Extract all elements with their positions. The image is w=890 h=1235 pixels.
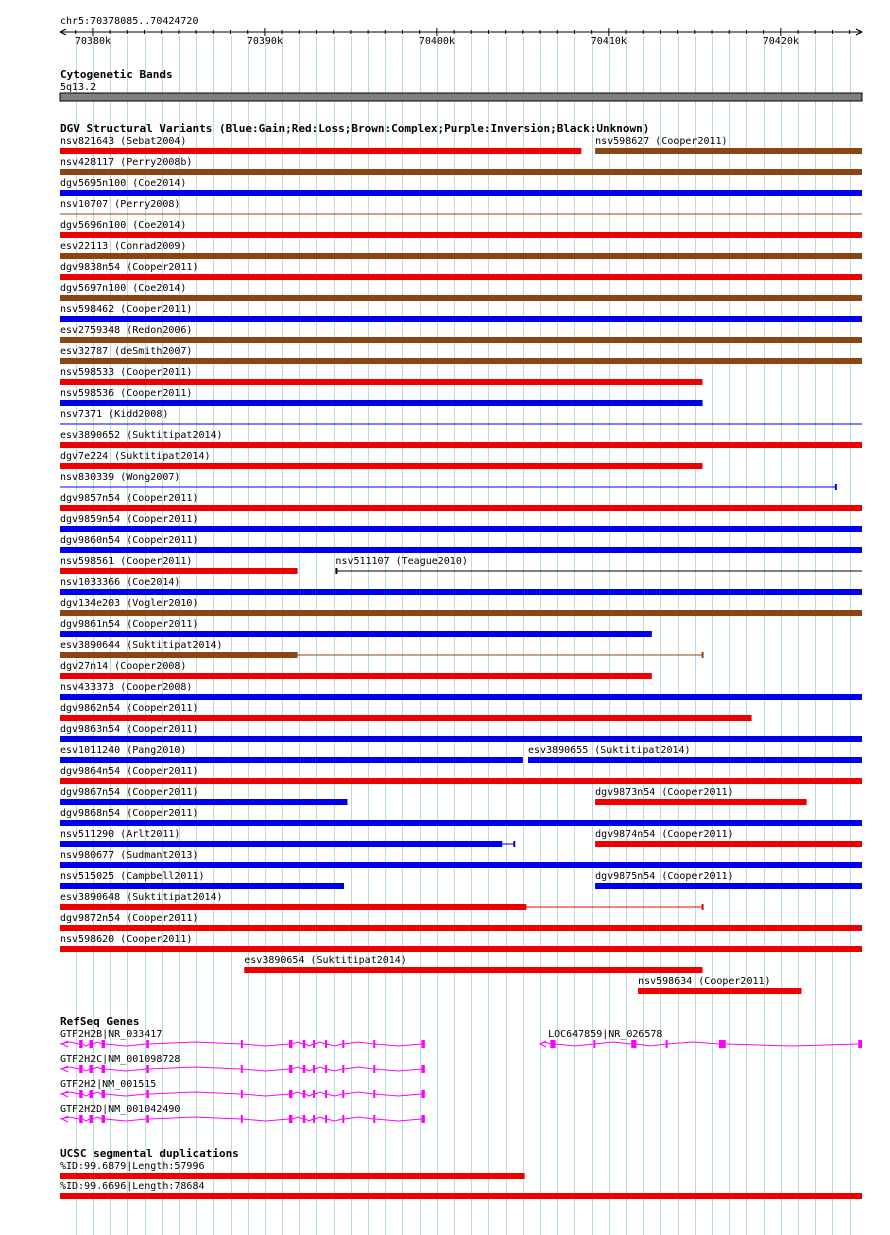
dgv-feature-bar[interactable] [60,253,862,259]
dgv-feature-label: esv32787 (deSmith2007) [60,346,193,357]
dgv-feature[interactable] [60,934,862,952]
dgv-feature[interactable] [60,430,862,448]
refseq-exon[interactable] [289,1065,292,1073]
refseq-exon[interactable] [79,1115,82,1123]
ruler-tick-label: 70390k [246,36,283,47]
dgv-feature-label: dgv9872n54 (Cooper2011) [60,913,199,924]
dgv-feature-bar[interactable] [60,232,862,238]
segdup-feature[interactable] [60,1181,862,1199]
dgv-feature-endcap [513,841,515,847]
dgv-feature-bar[interactable] [60,316,862,322]
dgv-feature-label: nsv598620 (Cooper2011) [60,934,193,945]
dgv-feature-label: dgv9875n54 (Cooper2011) [595,871,734,882]
dgv-feature[interactable] [60,157,862,175]
ruler-tick-label: 70410k [590,36,627,47]
refseq-exon[interactable] [373,1040,375,1048]
dgv-feature[interactable] [60,787,347,805]
refseq-exon[interactable] [79,1065,82,1073]
dgv-feature[interactable] [60,451,703,469]
segdup-features[interactable] [60,1161,862,1199]
dgv-feature[interactable] [60,220,862,238]
dgv-feature-label: dgv134e203 (Vogler2010) [60,598,199,609]
refseq-exon[interactable] [89,1040,92,1048]
refseq-exon[interactable] [421,1065,424,1073]
dgv-feature[interactable] [60,346,862,364]
dgv-feature[interactable] [60,304,862,322]
dgv-feature[interactable] [60,388,703,406]
refseq-exon[interactable] [313,1090,315,1098]
refseq-exon[interactable] [102,1115,105,1123]
refseq-exon[interactable] [550,1040,555,1048]
refseq-exon[interactable] [421,1115,424,1123]
segmental-duplications-track[interactable] [60,1147,862,1199]
dgv-feature-bar[interactable] [60,610,862,616]
dgv-feature[interactable] [335,556,862,574]
refseq-exon[interactable] [325,1040,327,1048]
dgv-feature[interactable] [60,556,298,574]
dgv-feature[interactable] [60,325,862,343]
dgv-feature-endcap [702,904,704,910]
refseq-strand-arrow [62,1116,68,1122]
ruler-tick-label: 70380k [74,36,111,47]
dgv-structural-variants-track[interactable] [60,122,862,994]
refseq-exon[interactable] [79,1040,82,1048]
segdup-bar[interactable] [60,1173,525,1179]
ruler-tick-label: 70420k [762,36,799,47]
dgv-feature-label: esv3890655 (Suktitipat2014) [528,745,691,756]
refseq-exon[interactable] [146,1065,149,1073]
dgv-feature[interactable] [638,976,801,994]
dgv-feature-bar[interactable] [60,946,862,952]
dgv-feature-label: esv3890644 (Suktitipat2014) [60,640,223,651]
refseq-intron-line [540,1042,862,1046]
refseq-exon[interactable] [313,1040,315,1048]
cytoband-label: 5q13.2 [60,82,97,93]
dgv-feature-label: dgv27n14 (Cooper2008) [60,661,187,672]
dgv-feature-label: nsv821643 (Sebat2004) [60,136,187,147]
dgv-feature-bar[interactable] [60,190,862,196]
dgv-feature-block[interactable] [60,841,502,847]
refseq-strand-arrow [62,1066,68,1072]
dgv-feature-bar[interactable] [60,757,523,763]
dgv-feature-bar[interactable] [638,988,801,994]
dgv-features[interactable] [60,136,862,994]
refseq-exon[interactable] [631,1040,636,1048]
segdup-bar[interactable] [60,1193,862,1199]
dgv-feature-label: dgv9874n54 (Cooper2011) [595,829,734,840]
segdup-label: %ID:99.6696|Length:78684 [60,1181,205,1192]
refseq-exon[interactable] [303,1040,306,1048]
dgv-feature-label: dgv5697n100 (Coe2014) [60,283,187,294]
dgv-feature[interactable] [60,619,652,637]
ruler-ticks [75,28,850,47]
dgv-feature-label: nsv598533 (Cooper2011) [60,367,193,378]
dgv-feature[interactable] [60,661,652,679]
refseq-track-title: RefSeq Genes [60,1015,140,1028]
dgv-feature-bar[interactable] [60,820,862,826]
dgv-feature-bar[interactable] [60,505,862,511]
refseq-gene[interactable] [60,1104,425,1123]
refseq-gene[interactable] [60,1054,425,1073]
dgv-feature-bar[interactable] [595,883,862,889]
dgv-feature-bar[interactable] [60,169,862,175]
dgv-feature-bar[interactable] [60,379,703,385]
refseq-exon[interactable] [102,1065,105,1073]
dgv-feature[interactable] [60,808,862,826]
dgv-feature-bar[interactable] [595,148,862,154]
refseq-exon[interactable] [241,1040,243,1048]
refseq-gene[interactable] [60,1029,425,1048]
dgv-feature-bar[interactable] [60,715,752,721]
refseq-exon[interactable] [373,1065,375,1073]
dgv-feature[interactable] [60,367,703,385]
dgv-feature-label: dgv5695n100 (Coe2014) [60,178,187,189]
refseq-exon[interactable] [719,1040,726,1048]
dgv-feature-label: esv22113 (Conrad2009) [60,241,187,252]
dgv-feature[interactable] [60,241,862,259]
dgv-feature[interactable] [60,178,862,196]
refseq-exon[interactable] [303,1090,306,1098]
segdup-label: %ID:99.6879|Length:57996 [60,1161,205,1172]
dgv-feature-bar[interactable] [60,274,862,280]
dgv-feature-label: dgv9868n54 (Cooper2011) [60,808,199,819]
dgv-feature-bar[interactable] [60,400,703,406]
refseq-exon[interactable] [102,1090,105,1098]
refseq-exon[interactable] [666,1040,668,1048]
dgv-feature-label: dgv9862n54 (Cooper2011) [60,703,199,714]
refseq-gene-label: LOC647859|NR_026578 [548,1029,663,1040]
dgv-feature-bar[interactable] [60,442,862,448]
dgv-feature-label: dgv9838n54 (Cooper2011) [60,262,199,273]
dgv-feature-label: dgv9857n54 (Cooper2011) [60,493,199,504]
refseq-exon[interactable] [593,1040,595,1048]
dgv-feature[interactable] [60,682,862,700]
refseq-exon[interactable] [303,1115,306,1123]
dgv-feature-label: nsv598634 (Cooper2011) [638,976,771,987]
refseq-strand-arrow [62,1091,68,1097]
dgv-feature[interactable] [244,955,702,973]
dgv-feature-label: dgv5696n100 (Coe2014) [60,220,187,231]
dgv-feature[interactable] [60,493,862,511]
dgv-feature-label: nsv830339 (Wong2007) [60,472,181,483]
dgv-feature-bar[interactable] [528,757,862,763]
refseq-exon[interactable] [89,1115,92,1123]
refseq-gene[interactable] [60,1079,425,1098]
refseq-exon[interactable] [421,1040,424,1048]
refseq-exon[interactable] [421,1090,424,1098]
ruler-tick-label: 70400k [418,36,455,47]
dgv-feature-label: nsv598561 (Cooper2011) [60,556,193,567]
dgv-feature-label: dgv9859n54 (Cooper2011) [60,514,199,525]
dgv-track-title: DGV Structural Variants (Blue:Gain;Red:Loss;Brown:Complex;Purple:Inversion;Black:Unknown) [60,122,650,135]
refseq-exon[interactable] [146,1115,149,1123]
dgv-feature-bar[interactable] [60,631,652,637]
dgv-feature-bar[interactable] [60,862,862,868]
dgv-feature-bar[interactable] [60,589,862,595]
dgv-feature-bar[interactable] [60,358,862,364]
refseq-exon[interactable] [146,1090,149,1098]
dgv-feature[interactable] [60,850,862,868]
refseq-exon[interactable] [289,1115,292,1123]
dgv-feature[interactable] [60,724,862,742]
dgv-feature-label: nsv511290 (Arlt2011) [60,829,181,840]
dgv-feature-bar[interactable] [60,295,862,301]
ruler-position-label: chr5:70378085..70424720 [60,16,199,27]
dgv-feature[interactable] [60,913,862,931]
dgv-feature[interactable] [60,136,581,154]
dgv-feature-label: dgv9867n54 (Cooper2011) [60,787,199,798]
refseq-gene-label: GTF2H2C|NM_001098728 [60,1054,181,1065]
dgv-feature[interactable] [60,598,862,616]
dgv-feature-startcap [335,568,337,574]
refseq-exon[interactable] [303,1065,306,1073]
refseq-exon[interactable] [89,1090,92,1098]
dgv-feature-bar[interactable] [60,778,862,784]
dgv-feature-label: esv2759348 (Redon2006) [60,325,193,336]
dgv-feature-bar[interactable] [60,673,652,679]
dgv-feature-bar[interactable] [60,568,298,574]
refseq-exon[interactable] [289,1090,292,1098]
dgv-feature[interactable] [595,871,862,889]
dgv-feature[interactable] [60,871,344,889]
refseq-exon[interactable] [89,1065,92,1073]
dgv-feature-label: nsv598536 (Cooper2011) [60,388,193,399]
dgv-feature[interactable] [595,829,862,847]
refseq-exon[interactable] [313,1115,315,1123]
dgv-feature-bar[interactable] [595,799,807,805]
refseq-strand-arrow [62,1041,68,1047]
dgv-feature-bar[interactable] [60,337,862,343]
refseq-exon[interactable] [373,1090,375,1098]
cytoband-track-title: Cytogenetic Bands [60,68,173,81]
dgv-feature[interactable] [60,703,752,721]
refseq-exon[interactable] [79,1090,82,1098]
refseq-exon[interactable] [858,1040,862,1048]
refseq-exon[interactable] [146,1040,149,1048]
dgv-feature-block[interactable] [60,904,526,910]
dgv-feature-block[interactable] [60,652,298,658]
dgv-feature-bar[interactable] [244,967,702,973]
refseq-exon[interactable] [289,1040,292,1048]
position-ruler[interactable] [60,16,862,47]
refseq-exon[interactable] [241,1090,243,1098]
dgv-feature-label: nsv428117 (Perry2008b) [60,157,193,168]
dgv-feature[interactable] [60,283,862,301]
dgv-feature-label: nsv10707 (Perry2008) [60,199,181,210]
dgv-feature-bar[interactable] [60,925,862,931]
refseq-exon[interactable] [342,1090,344,1098]
refseq-gene[interactable] [540,1029,862,1048]
refseq-exon[interactable] [342,1040,344,1048]
dgv-feature-label: dgv9864n54 (Cooper2011) [60,766,199,777]
dgv-feature[interactable] [60,535,862,553]
dgv-feature-label: nsv7371 (Kidd2008) [60,409,169,420]
dgv-feature[interactable] [60,745,523,763]
dgv-feature[interactable] [60,409,862,424]
dgv-feature-label: dgv9860n54 (Cooper2011) [60,535,199,546]
dgv-feature[interactable] [60,472,837,490]
refseq-exon[interactable] [342,1065,344,1073]
dgv-feature-label: nsv980677 (Sudmant2013) [60,850,199,861]
dgv-feature[interactable] [60,892,704,910]
dgv-feature-label: nsv511107 (Teague2010) [335,556,468,567]
dgv-feature-bar[interactable] [60,547,862,553]
dgv-feature-label: dgv9873n54 (Cooper2011) [595,787,734,798]
dgv-feature-label: esv3890652 (Suktitipat2014) [60,430,223,441]
cytogenetic-bands-track[interactable] [60,68,862,101]
dgv-feature-bar[interactable] [60,463,703,469]
dgv-feature-label: dgv9863n54 (Cooper2011) [60,724,199,735]
dgv-feature[interactable] [60,829,515,847]
dgv-feature[interactable] [60,766,862,784]
dgv-feature[interactable] [595,136,862,154]
dgv-feature[interactable] [60,577,862,595]
dgv-feature-bar[interactable] [60,799,347,805]
dgv-feature-bar[interactable] [595,841,862,847]
dgv-feature-label: esv1011240 (Pang2010) [60,745,187,756]
refseq-exon[interactable] [102,1040,105,1048]
refseq-gene-label: GTF2H2D|NM_001042490 [60,1104,181,1115]
dgv-feature[interactable] [595,787,807,805]
dgv-feature-label: nsv515025 (Campbell2011) [60,871,205,882]
dgv-feature-label: dgv9861n54 (Cooper2011) [60,619,199,630]
dgv-feature-label: nsv1033366 (Coe2014) [60,577,181,588]
cytoband-bar[interactable] [60,93,862,101]
refseq-features[interactable] [60,1029,862,1123]
refseq-exon[interactable] [241,1065,243,1073]
refseq-exon[interactable] [373,1115,375,1123]
dgv-feature-label: esv3890648 (Suktitipat2014) [60,892,223,903]
dgv-feature-bar[interactable] [60,148,581,154]
refseq-exon[interactable] [342,1115,344,1123]
refseq-gene-label: GTF2H2|NM_001515 [60,1079,157,1090]
refseq-exon[interactable] [325,1115,327,1123]
refseq-gene-label: GTF2H2B|NR_033417 [60,1029,163,1040]
dgv-feature-label: nsv433373 (Cooper2008) [60,682,193,693]
dgv-feature-bar[interactable] [60,883,344,889]
refseq-exon[interactable] [241,1115,243,1123]
dgv-feature-bar[interactable] [60,694,862,700]
dgv-feature-endcap [835,484,837,490]
dgv-feature-endcap [702,652,704,658]
segdup-track-title: UCSC segmental duplications [60,1147,239,1160]
dgv-feature[interactable] [60,199,862,214]
dgv-feature[interactable] [60,262,862,280]
dgv-feature[interactable] [60,514,862,532]
dgv-feature-label: nsv598462 (Cooper2011) [60,304,193,315]
dgv-feature-label: esv3890654 (Suktitipat2014) [244,955,407,966]
refseq-genes-track[interactable] [60,1015,862,1123]
dgv-feature-label: dgv7e224 (Suktitipat2014) [60,451,211,462]
dgv-feature-label: nsv598627 (Cooper2011) [595,136,728,147]
refseq-exon[interactable] [325,1090,327,1098]
dgv-feature-bar[interactable] [60,736,862,742]
dgv-feature[interactable] [60,640,704,658]
dgv-feature-bar[interactable] [60,526,862,532]
refseq-exon[interactable] [325,1065,327,1073]
refseq-exon[interactable] [313,1065,315,1073]
